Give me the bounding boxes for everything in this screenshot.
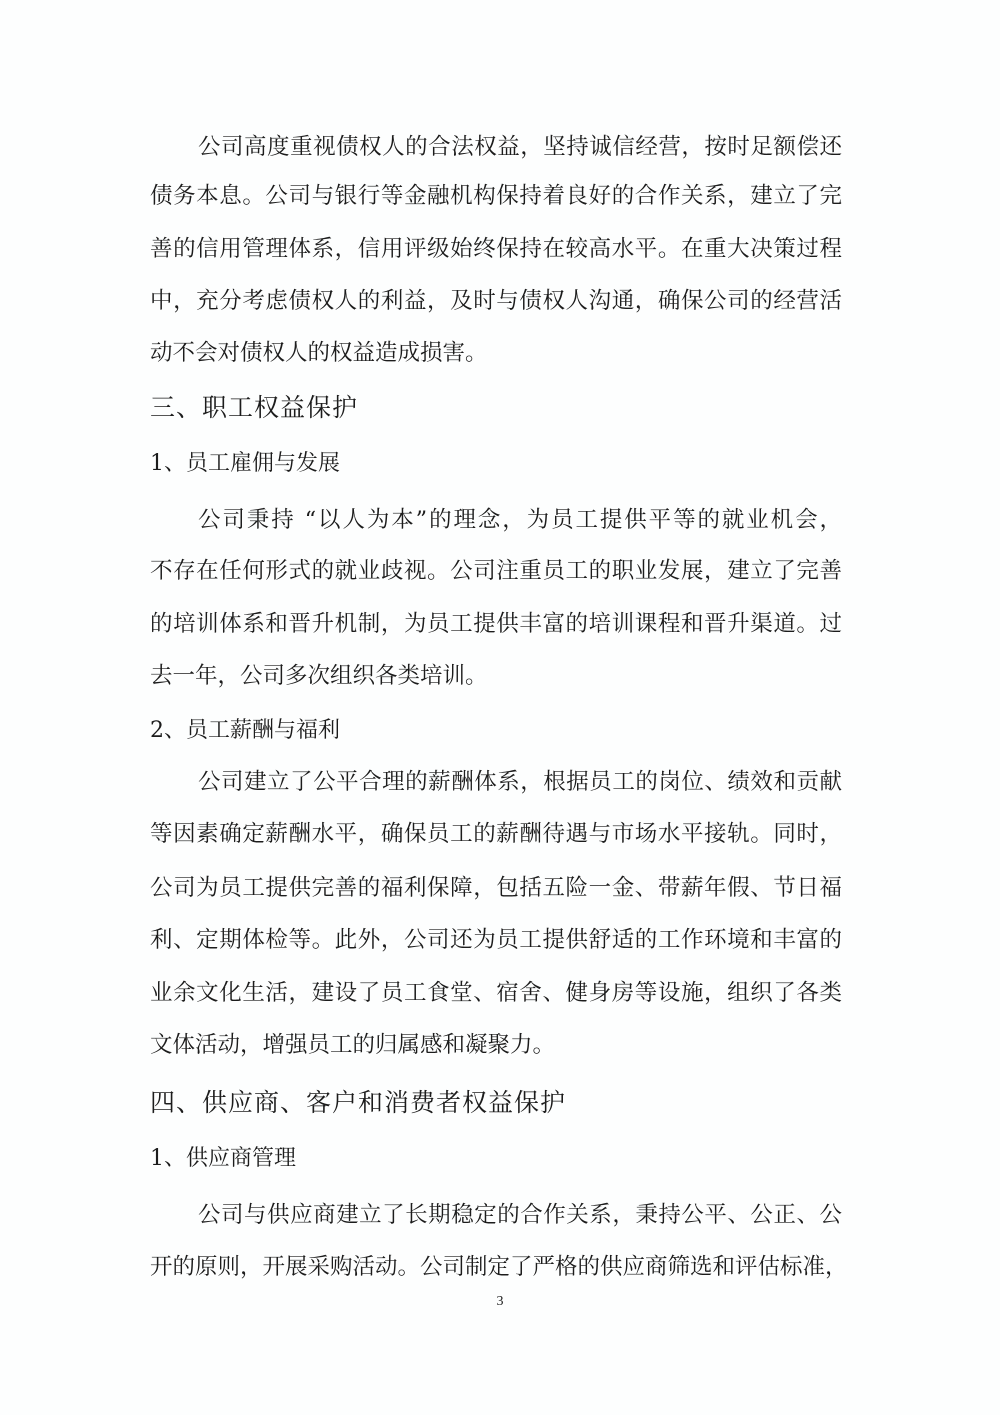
paragraph-line: 开的原则，开展采购活动。公司制定了严格的供应商筛选和评估标准， bbox=[150, 1254, 848, 1280]
section-heading: 四、供应商、客户和消费者权益保护 bbox=[150, 1088, 567, 1117]
paragraph-line: 文体活动，增强员工的归属感和凝聚力。 bbox=[150, 1032, 556, 1058]
paragraph-line: 公司秉持 “以人为本”的理念，为员工提供平等的就业机会， bbox=[198, 507, 842, 533]
paragraph-line: 不存在任何形式的就业歧视。公司注重员工的职业发展，建立了完善 bbox=[150, 558, 842, 584]
page-number: 3 bbox=[496, 1294, 504, 1309]
paragraph-line: 等因素确定薪酬水平，确保员工的薪酬待遇与市场水平接轨。同时， bbox=[150, 821, 842, 847]
paragraph-line: 的培训体系和晋升机制，为员工提供丰富的培训课程和晋升渠道。过 bbox=[150, 611, 842, 637]
subsection-heading: 2、员工薪酬与福利 bbox=[150, 718, 340, 743]
subsection-heading: 1、员工雇佣与发展 bbox=[150, 451, 340, 476]
paragraph-line: 债务本息。公司与银行等金融机构保持着良好的合作关系，建立了完 bbox=[150, 183, 842, 209]
section-heading: 三、职工权益保护 bbox=[150, 393, 359, 422]
paragraph-line: 善的信用管理体系，信用评级始终保持在较高水平。在重大决策过程 bbox=[150, 236, 842, 262]
paragraph-line: 去一年，公司多次组织各类培训。 bbox=[150, 663, 488, 689]
paragraph-line: 公司为员工提供完善的福利保障，包括五险一金、带薪年假、节日福 bbox=[150, 875, 842, 901]
subsection-heading: 1、供应商管理 bbox=[150, 1146, 296, 1171]
paragraph-line: 中，充分考虑债权人的利益，及时与债权人沟通，确保公司的经营活 bbox=[150, 288, 842, 314]
paragraph-line: 利、定期体检等。此外，公司还为员工提供舒适的工作环境和丰富的 bbox=[150, 927, 842, 953]
paragraph-line: 公司高度重视债权人的合法权益，坚持诚信经营，按时足额偿还 bbox=[198, 134, 842, 160]
paragraph-line: 公司建立了公平合理的薪酬体系，根据员工的岗位、绩效和贡献 bbox=[198, 769, 842, 795]
paragraph-line: 公司与供应商建立了长期稳定的合作关系，秉持公平、公正、公 bbox=[198, 1202, 842, 1228]
paragraph-line: 动不会对债权人的权益造成损害。 bbox=[150, 340, 488, 366]
paragraph-line: 业余文化生活，建设了员工食堂、宿舍、健身房等设施，组织了各类 bbox=[150, 980, 842, 1006]
